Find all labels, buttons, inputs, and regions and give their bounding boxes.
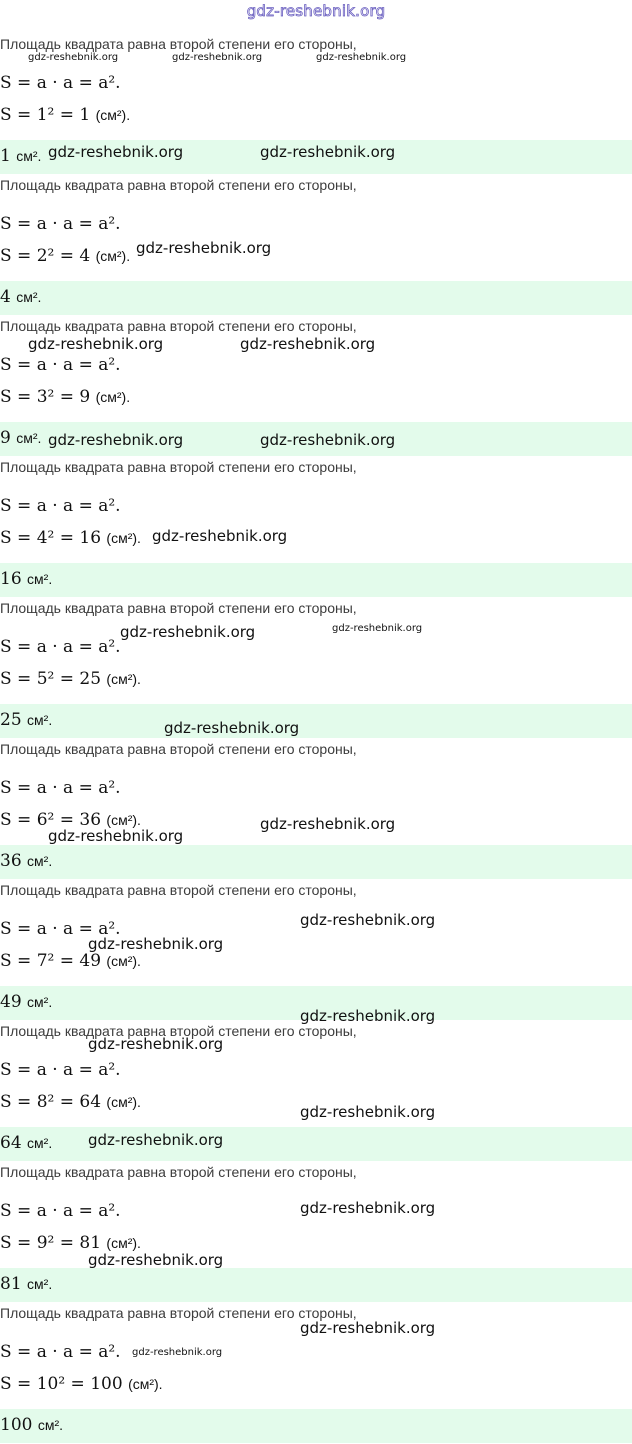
watermark: gdz-reshebnik.org bbox=[240, 335, 376, 353]
watermark: gdz-reshebnik.org bbox=[88, 1131, 224, 1149]
area-calculation bbox=[0, 668, 141, 690]
area-calculation bbox=[0, 950, 141, 972]
general-formula: S = a · a = a². bbox=[0, 1060, 121, 1080]
area-calculation-expression: S = 10² = 100 bbox=[0, 1374, 129, 1394]
watermark: gdz-reshebnik.org bbox=[300, 1199, 436, 1217]
watermark: gdz-reshebnik.org bbox=[48, 143, 184, 161]
statement-text: Площадь квадрата равна второй степени его стороны, bbox=[0, 1164, 357, 1180]
answer-value: 4 см². bbox=[0, 287, 42, 307]
area-calculation-expression: S = 2² = 4 bbox=[0, 246, 96, 266]
statement-text: Площадь квадрата равна второй степени его стороны, bbox=[0, 600, 357, 616]
area-calculation bbox=[0, 245, 130, 267]
watermark: gdz-reshebnik.org bbox=[88, 1035, 224, 1053]
unit-label: (см²). bbox=[106, 530, 141, 546]
watermark: gdz-reshebnik.org bbox=[260, 431, 396, 449]
watermark: gdz-reshebnik.org bbox=[164, 719, 300, 737]
answer-value: 25 см². bbox=[0, 710, 53, 730]
watermark: gdz-reshebnik.org bbox=[300, 1319, 436, 1337]
watermark: gdz-reshebnik.org bbox=[332, 623, 423, 634]
general-formula: S = a · a = a². bbox=[0, 919, 121, 939]
solution-block bbox=[0, 598, 632, 739]
area-calculation-expression: S = 7² = 49 bbox=[0, 951, 107, 971]
area-calculation-expression: S = 6² = 36 bbox=[0, 810, 107, 830]
statement-text: Площадь квадрата равна второй степени его стороны, bbox=[0, 459, 357, 475]
unit-label: (см²). bbox=[106, 812, 141, 828]
answer-value: 64 см². bbox=[0, 1133, 53, 1153]
statement-text: Площадь квадрата равна второй степени его стороны, bbox=[0, 177, 357, 193]
watermark: gdz-reshebnik.org bbox=[316, 52, 407, 63]
area-calculation-expression: S = 9² = 81 bbox=[0, 1233, 107, 1253]
general-formula: S = a · a = a². bbox=[0, 778, 121, 798]
answer-value: 36 см². bbox=[0, 851, 53, 871]
unit-label: (см²). bbox=[106, 953, 141, 969]
answer-value: 1 см². bbox=[0, 146, 42, 166]
statement-text: Площадь квадрата равна второй степени его стороны, bbox=[0, 741, 357, 757]
general-formula: S = a · a = a². bbox=[0, 496, 121, 516]
watermark: gdz-reshebnik.org bbox=[300, 1103, 436, 1121]
general-formula: S = a · a = a². bbox=[0, 73, 121, 93]
answer-value: 81 см². bbox=[0, 1274, 53, 1294]
area-calculation bbox=[0, 1373, 163, 1395]
statement-text: Площадь квадрата равна второй степени его стороны, bbox=[0, 882, 357, 898]
unit-label: (см²). bbox=[106, 671, 141, 687]
general-formula: S = a · a = a². bbox=[0, 1201, 121, 1221]
area-calculation bbox=[0, 527, 141, 549]
answer-value: 100 см². bbox=[0, 1415, 64, 1435]
area-calculation bbox=[0, 104, 130, 126]
watermark: gdz-reshebnik.org bbox=[88, 935, 224, 953]
general-formula: S = a · a = a². bbox=[0, 214, 121, 234]
unit-label: (см²). bbox=[128, 1376, 163, 1392]
watermark: gdz-reshebnik.org bbox=[28, 335, 164, 353]
unit-label: (см²). bbox=[95, 107, 131, 123]
unit-label: (см²). bbox=[95, 248, 131, 264]
watermark: gdz-reshebnik.org bbox=[152, 527, 288, 545]
watermark: gdz-reshebnik.org bbox=[172, 52, 263, 63]
statement-text: Площадь квадрата равна второй степени его стороны, bbox=[0, 1305, 357, 1321]
general-formula: S = a · a = a². bbox=[0, 1342, 121, 1362]
general-formula: S = a · a = a². bbox=[0, 355, 121, 375]
watermark: gdz-reshebnik.org bbox=[260, 815, 396, 833]
watermark: gdz-reshebnik.org bbox=[48, 827, 184, 845]
watermark: gdz-reshebnik.org bbox=[88, 1251, 224, 1269]
watermark: gdz-reshebnik.org bbox=[136, 239, 272, 257]
unit-label: (см²). bbox=[95, 389, 131, 405]
statement-text: Площадь квадрата равна второй степени его стороны, bbox=[0, 36, 357, 52]
watermark: gdz-reshebnik.org bbox=[260, 143, 396, 161]
answer-value: 16 см². bbox=[0, 569, 53, 589]
answer-value: 9 см². bbox=[0, 428, 42, 448]
watermark: gdz-reshebnik.org bbox=[48, 431, 184, 449]
answer-box bbox=[0, 704, 632, 738]
answer-box bbox=[0, 845, 632, 879]
area-calculation-expression: S = 5² = 25 bbox=[0, 669, 107, 689]
answer-value: 49 см². bbox=[0, 992, 53, 1012]
answer-box bbox=[0, 1409, 632, 1443]
solution-block bbox=[0, 1162, 632, 1303]
watermark: gdz-reshebnik.org bbox=[132, 1347, 223, 1358]
statement-text: Площадь квадрата равна второй степени его стороны, bbox=[0, 1023, 357, 1039]
general-formula: S = a · a = a². bbox=[0, 637, 121, 657]
area-calculation bbox=[0, 1091, 141, 1113]
watermark: gdz-reshebnik.org bbox=[120, 623, 256, 641]
area-calculation-expression: S = 4² = 16 bbox=[0, 528, 107, 548]
solution-block bbox=[0, 457, 632, 598]
header-watermark: gdz-reshebnik.org bbox=[246, 2, 386, 20]
unit-label: (см²). bbox=[106, 1094, 141, 1110]
watermark: gdz-reshebnik.org bbox=[300, 911, 436, 929]
answer-box bbox=[0, 281, 632, 315]
solution-block bbox=[0, 175, 632, 316]
unit-label: (см²). bbox=[106, 1235, 141, 1251]
area-calculation-expression: S = 8² = 64 bbox=[0, 1092, 107, 1112]
answer-box bbox=[0, 563, 632, 597]
solution-block bbox=[0, 739, 632, 880]
statement-text: Площадь квадрата равна второй степени его стороны, bbox=[0, 318, 357, 334]
watermark: gdz-reshebnik.org bbox=[300, 1007, 436, 1025]
area-calculation bbox=[0, 386, 130, 408]
watermark: gdz-reshebnik.org bbox=[28, 52, 119, 63]
area-calculation-expression: S = 3² = 9 bbox=[0, 387, 96, 407]
answer-box bbox=[0, 1268, 632, 1302]
area-calculation-expression: S = 1² = 1 bbox=[0, 105, 96, 125]
